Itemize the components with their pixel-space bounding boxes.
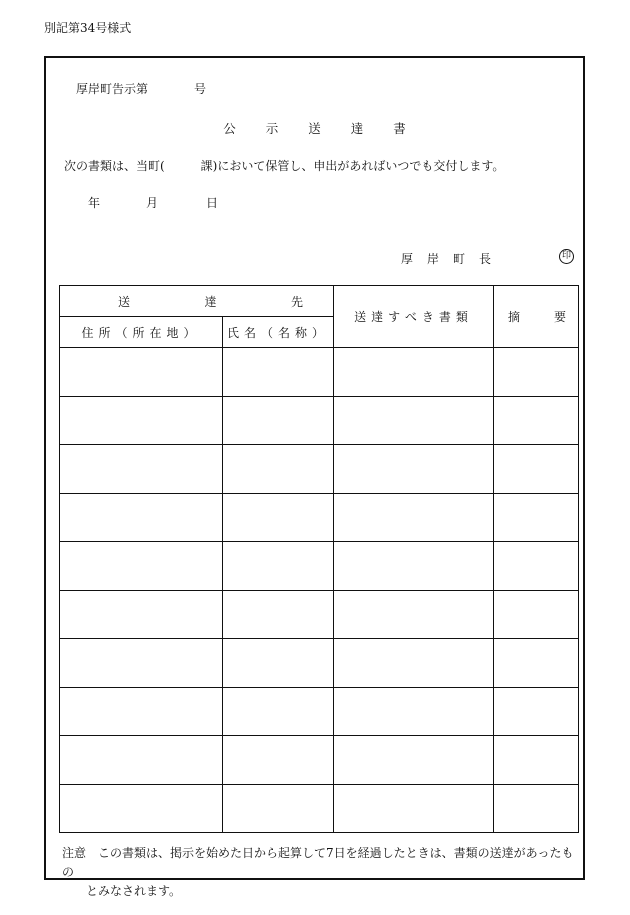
page-title [46, 119, 583, 137]
destination-char: 先 [291, 294, 304, 309]
date-month: 月 [146, 196, 159, 210]
table-row [60, 687, 579, 736]
table-row [60, 639, 579, 688]
summary-cell[interactable] [494, 445, 579, 494]
address-cell[interactable] [60, 639, 223, 688]
document-cell[interactable] [334, 445, 494, 494]
address-cell[interactable] [60, 590, 223, 639]
table-row [60, 348, 579, 397]
summary-cell[interactable] [494, 687, 579, 736]
notice-form-frame [44, 56, 585, 898]
note-line-2: とみなされます。 [86, 884, 182, 898]
seal-icon: 印 [559, 249, 574, 264]
summary-cell[interactable] [494, 590, 579, 639]
name-cell[interactable] [223, 639, 334, 688]
notice-number-prefix: 厚岸町告示第 [76, 82, 149, 96]
name-cell[interactable] [223, 396, 334, 445]
address-cell[interactable] [60, 445, 223, 494]
summary-cell[interactable] [494, 493, 579, 542]
address-cell[interactable] [60, 493, 223, 542]
notice-number-suffix: 号 [194, 82, 207, 96]
title-char: 書 [393, 121, 436, 136]
name-header: 氏名（名称） [223, 317, 334, 348]
note [62, 844, 577, 901]
name-cell[interactable] [223, 736, 334, 785]
summary-cell[interactable] [494, 348, 579, 397]
address-cell[interactable] [60, 784, 223, 833]
document-cell[interactable] [334, 687, 494, 736]
summary-cell[interactable] [494, 736, 579, 785]
body-text: 次の書類は、当町( 課)において保管し、申出があればいつでも交付します。 [64, 159, 505, 173]
destination-char: 送 [118, 294, 131, 309]
table-row [60, 590, 579, 639]
address-cell[interactable] [60, 542, 223, 591]
document-cell[interactable] [334, 348, 494, 397]
document-cell[interactable] [334, 396, 494, 445]
document-cell[interactable] [334, 542, 494, 591]
address-cell[interactable] [60, 348, 223, 397]
form-label: 別記第34号様式 [44, 21, 132, 35]
date-line [88, 194, 218, 211]
note-lead: 注意 [62, 846, 87, 860]
title-char: 送 [308, 121, 351, 136]
notice-number [76, 80, 206, 97]
document-cell[interactable] [334, 493, 494, 542]
name-cell[interactable] [223, 493, 334, 542]
document-cell[interactable] [334, 590, 494, 639]
summary-header [494, 286, 579, 348]
title-char: 公 [223, 121, 266, 136]
summary-cell[interactable] [494, 784, 579, 833]
delivery-table [59, 285, 579, 833]
table-row [60, 493, 579, 542]
summary-char: 摘 [508, 310, 521, 324]
summary-cell[interactable] [494, 639, 579, 688]
note-line-1: この書類は、掲示を始めた日から起算して7日を経過したときは、書類の送達があったもの [62, 846, 574, 879]
summary-cell[interactable] [494, 396, 579, 445]
document-cell[interactable] [334, 784, 494, 833]
table-row [60, 542, 579, 591]
name-cell[interactable] [223, 784, 334, 833]
table-row [60, 396, 579, 445]
destination-char: 達 [204, 294, 217, 309]
delivery-destination-header [60, 286, 334, 317]
address-cell[interactable] [60, 396, 223, 445]
signer-title: 厚岸町長 [401, 252, 506, 266]
address-cell[interactable] [60, 687, 223, 736]
summary-char: 要 [554, 310, 567, 324]
table-row [60, 784, 579, 833]
document-cell[interactable] [334, 639, 494, 688]
document-cell[interactable] [334, 736, 494, 785]
name-cell[interactable] [223, 348, 334, 397]
table-row [60, 445, 579, 494]
name-cell[interactable] [223, 445, 334, 494]
date-year: 年 [88, 196, 101, 210]
name-cell[interactable] [223, 590, 334, 639]
table-row [60, 736, 579, 785]
address-cell[interactable] [60, 736, 223, 785]
name-cell[interactable] [223, 687, 334, 736]
date-day: 日 [206, 196, 219, 210]
name-cell[interactable] [223, 542, 334, 591]
title-char: 示 [265, 121, 309, 136]
summary-cell[interactable] [494, 542, 579, 591]
address-header: 住所（所在地） [60, 317, 223, 348]
documents-header: 送達すべき書類 [334, 286, 494, 348]
title-char: 達 [350, 121, 394, 136]
